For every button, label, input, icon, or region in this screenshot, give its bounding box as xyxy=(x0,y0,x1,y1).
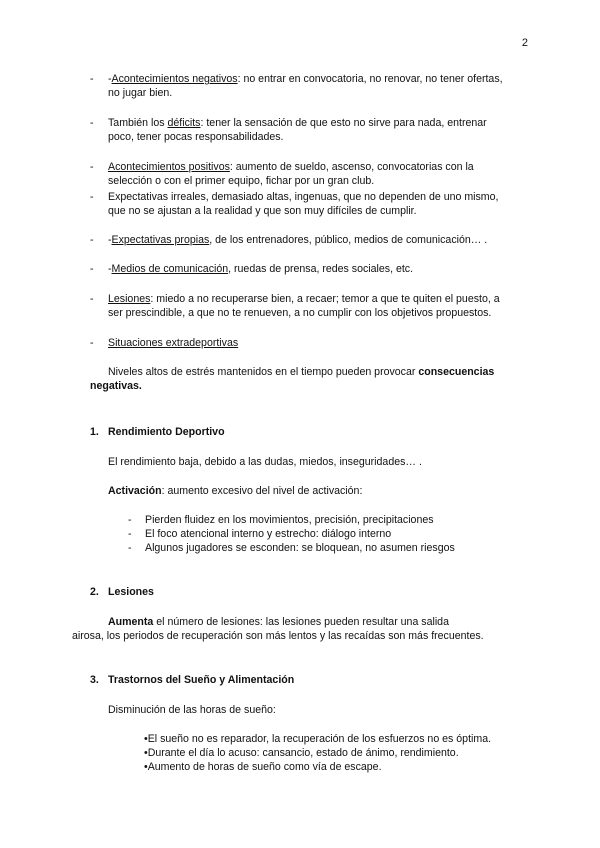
item-text: : miedo a no recuperarse bien, a recaer; temor a que te quiten el puesto, a xyxy=(150,293,500,305)
item-text-line2: no jugar bien. xyxy=(108,87,173,99)
dash-marker: - xyxy=(128,514,132,526)
stress-paragraph xyxy=(90,365,530,393)
paragraph-bold-line2: negativas. xyxy=(90,380,142,392)
item-term: Expectativas propias xyxy=(111,234,210,246)
section-heading-1 xyxy=(90,425,225,439)
section-heading-3 xyxy=(90,673,294,687)
section2-text: el número de lesiones: las lesiones pueden resultar una salida xyxy=(153,616,449,628)
list-item: •Durante el día lo acuso: cansancio, estado de ánimo, rendimiento. xyxy=(144,747,459,759)
section-title: Trastornos del Sueño y Alimentación xyxy=(108,674,295,686)
item-term: Medios de comunicación xyxy=(111,263,229,275)
item-text: : no entrar en convocatoria, no renovar, no tener ofertas, xyxy=(237,73,503,85)
list-item xyxy=(128,541,508,555)
dash-marker: - xyxy=(90,191,94,203)
section-title: Lesiones xyxy=(108,586,154,598)
list-item xyxy=(90,72,526,100)
list-item xyxy=(90,233,526,247)
item-text: Algunos jugadores se esconden: se bloquean, no asumen riesgos xyxy=(145,542,455,554)
item-text: , de los entrenadores, público, medios de comunicación… . xyxy=(209,234,488,246)
dash-marker: - xyxy=(128,528,132,540)
activation-line xyxy=(108,484,362,498)
section-heading-2 xyxy=(90,585,154,599)
item-prefix: - xyxy=(108,73,112,85)
dash-marker: - xyxy=(90,293,94,305)
dash-marker: - xyxy=(90,337,94,349)
item-term: déficits xyxy=(167,117,201,129)
item-text-line2: selección o con el primer equipo, fichar por un gran club. xyxy=(108,175,375,187)
item-prefix: - xyxy=(108,234,112,246)
item-term: Acontecimientos negativos xyxy=(111,73,238,85)
list-item: •Aumento de horas de sueño como vía de escape. xyxy=(144,761,382,773)
dash-marker: - xyxy=(90,117,94,129)
dash-marker: - xyxy=(90,263,94,275)
section2-bold-word: Aumenta xyxy=(108,616,154,628)
item-term: Lesiones xyxy=(108,293,151,305)
item-text: : aumento de sueldo, ascenso, convocatorias con la xyxy=(229,161,474,173)
dash-marker: - xyxy=(90,161,94,173)
dash-marker: - xyxy=(90,73,94,85)
list-item: •El sueño no es reparador, la recuperación de los esfuerzos no es óptima. xyxy=(144,733,492,745)
section-number: 1. xyxy=(90,426,99,438)
list-item xyxy=(128,527,508,541)
item-text: Pierden fluidez en los movimientos, precisión, precipitaciones xyxy=(145,514,434,526)
item-prefix: - xyxy=(108,263,112,275)
item-text-line2: que no se ajustan a la realidad y que son muy difíciles de cumplir. xyxy=(108,205,417,217)
dash-marker: - xyxy=(90,234,94,246)
paragraph-text: Niveles altos de estrés mantenidos en el tiempo pueden provocar xyxy=(108,366,419,378)
list-item xyxy=(90,292,526,320)
section-number: 2. xyxy=(90,586,99,598)
section-number: 3. xyxy=(90,674,99,686)
paragraph-bold: consecuencias xyxy=(418,366,495,378)
section2-line1 xyxy=(108,615,528,629)
activation-text: : aumento excesivo del nivel de activación: xyxy=(161,485,363,497)
dash-marker: - xyxy=(128,542,132,554)
page-number: 2 xyxy=(521,37,528,49)
section3-intro: Disminución de las horas de sueño: xyxy=(108,704,276,716)
list-item xyxy=(90,116,526,144)
list-item xyxy=(90,336,526,350)
list-item xyxy=(90,262,526,276)
list-item xyxy=(128,513,508,527)
item-prefix: También los xyxy=(108,117,168,129)
item-text-line2: ser prescindible, a que no te renueven, a no cumplir con los objetivos propuestos. xyxy=(108,307,492,319)
item-text: , ruedas de prensa, redes sociales, etc. xyxy=(228,263,414,275)
section-title: Rendimiento Deportivo xyxy=(108,426,225,438)
item-term: Situaciones extradeportivas xyxy=(108,337,239,349)
section2-line2: airosa, los periodos de recuperación son más lentos y las recaídas son más frecuentes. xyxy=(72,630,484,642)
list-item xyxy=(90,190,526,218)
item-term: Acontecimientos positivos xyxy=(108,161,230,173)
item-text: El foco atencional interno y estrecho: diálogo interno xyxy=(145,528,392,540)
item-text: Expectativas irreales, demasiado altas, ingenuas, que no dependen de uno mismo, xyxy=(108,191,499,203)
list-item xyxy=(90,160,526,188)
section1-intro: El rendimiento baja, debido a las dudas, miedos, inseguridades… . xyxy=(108,456,422,468)
item-text-line2: poco, tener pocas responsabilidades. xyxy=(108,131,284,143)
activation-label: Activación xyxy=(108,485,162,497)
item-text: : tener la sensación de que esto no sirve para nada, entrenar xyxy=(200,117,487,129)
